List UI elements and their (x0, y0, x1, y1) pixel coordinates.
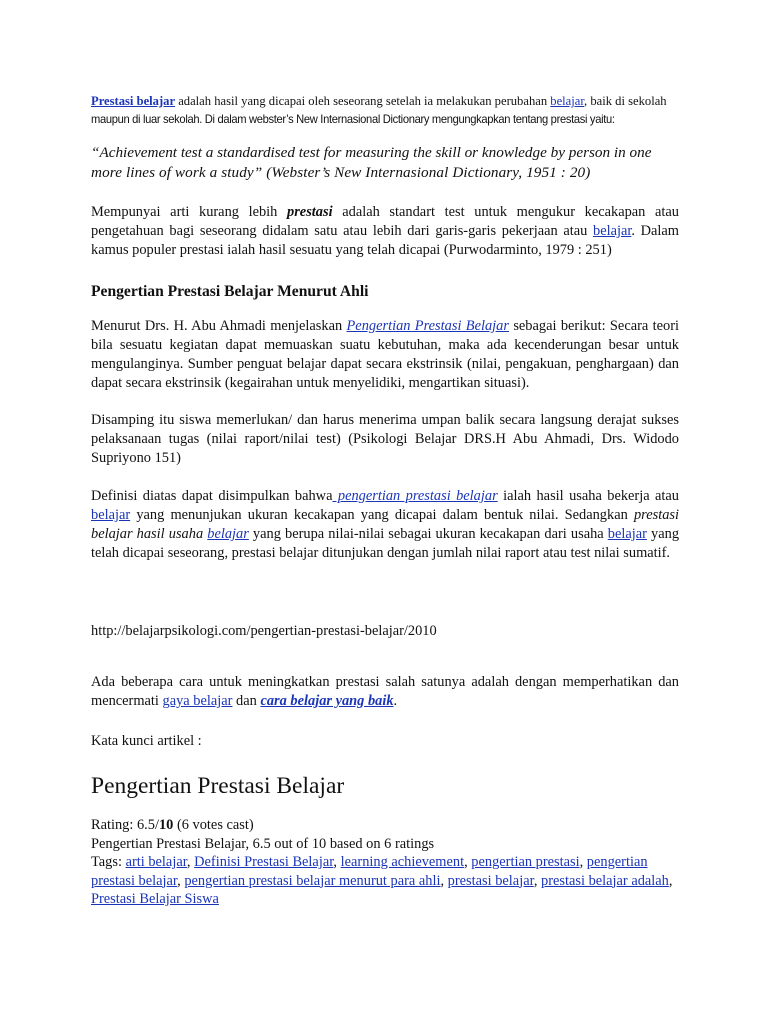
intro-text-2: , baik di sekolah (584, 94, 667, 108)
tag-link[interactable]: learning achievement (340, 854, 465, 870)
tags-block: Tags: arti belajar, Definisi Prestasi Belajar, learning achievement, pengertian prestasi, pengertian prestasi belajar, pengertian prestasi belajar menurut para ahli, prestasi belajar, prestasi belajar adalah, Prestasi Belajar Siswa (91, 854, 673, 907)
link-pengertian-prestasi-belajar[interactable]: Pengertian Prestasi Belajar (346, 318, 509, 334)
arti-text-1: Mempunyai arti kurang lebih (91, 204, 288, 220)
link-cara-belajar-yang-baik[interactable]: cara belajar yang baik (260, 693, 394, 709)
definisi-text-5: yang telah dicapai seseorang, prestasi belajar ditunjukan dengan jumlah nilai raport atau test nilai sumatif. (91, 526, 680, 561)
ada-text-3: . (393, 693, 398, 709)
arti-text-2: adalah standart test untuk mengukur kecakapan atau pengetahuan bagi seseorang didalam satu atau lebih dari garis-garis pekerjaan atau (91, 204, 679, 239)
arti-text-3: . Dalam kamus populer prestasi ialah hasil sesuatu yang telah dicapai (Purwodarminto, 1979 : 251) (91, 223, 679, 258)
definisi-text-3: yang menunjukan ukuran kecakapan yang dicapai dalam bentuk nilai. Sedangkan (130, 507, 634, 523)
definisi-text-2: ialah hasil usaha bekerja atau (497, 488, 679, 504)
paragraph-definisi (91, 487, 679, 563)
link-belajar-definisi-2[interactable]: belajar (207, 526, 249, 542)
tag-link[interactable]: arti belajar (125, 854, 187, 870)
subheading-menurut-ahli: Pengertian Prestasi Belajar Menurut Ahli (91, 283, 369, 300)
intro-text-1: adalah hasil yang dicapai oleh seseorang setelah ia melakukan perubahan (175, 94, 551, 108)
rating-max: 10 (158, 817, 174, 833)
link-prestasi-belajar[interactable]: Prestasi belajar (91, 94, 176, 108)
paragraph-ada-beberapa (91, 673, 679, 711)
paragraph-arti (91, 203, 679, 260)
rating-prefix: Rating: 6.5/ (91, 817, 159, 833)
link-belajar-definisi-1[interactable]: belajar (91, 507, 131, 523)
intro-line-2: maupun di luar sekolah. Di dalam webster’s New Internasional Dictionary mengungkapkan tentang prestasi yaitu: (91, 112, 615, 126)
ada-text-2: dan (232, 693, 261, 709)
source-url: http://belajarpsikologi.com/pengertian-prestasi-belajar/2010 (91, 623, 437, 639)
rating-block (91, 816, 679, 853)
webster-quote (91, 143, 679, 183)
tag-link[interactable]: pengertian prestasi (471, 854, 580, 870)
tag-link[interactable]: Prestasi Belajar Siswa (91, 891, 219, 907)
article-title: Pengertian Prestasi Belajar (91, 773, 345, 799)
ahmadi-text-2: sebagai berikut: Secara teori bila sesuatu kegiatan dapat memuaskan suatu kebutuhan, maka ada kecenderungan besar untuk mengulanginya. Sumber penguat belajar dapat secara ekstrinsik (nilai, pengakuan, penghargaan) dan dapat secara ekstrinsik (kegairahan untuk menyelidiki, mengartikan situasi). (91, 318, 679, 391)
definisi-text-1: Definisi diatas dapat disimpulkan bahwa (91, 488, 333, 504)
tag-link[interactable]: pengertian prestasi belajar menurut para ahli (184, 872, 441, 889)
tag-link[interactable]: prestasi belajar adalah (541, 872, 669, 889)
quote-line-1: “Achievement test a standardised test for measuring the skill or knowledge by person in one (91, 144, 652, 161)
tag-link[interactable]: prestasi belajar (447, 872, 534, 889)
tags-label: Tags: (91, 854, 126, 870)
rating-suffix: (6 votes cast) (173, 817, 254, 833)
arti-bold-prestasi: prestasi (287, 204, 333, 220)
link-gaya-belajar[interactable]: gaya belajar (162, 693, 233, 709)
paragraph-ahmadi (91, 317, 679, 393)
definisi-text-4: yang berupa nilai-nilai sebagai ukuran kecakapan dari usaha (248, 526, 608, 542)
intro-paragraph (91, 92, 679, 128)
tag-link[interactable]: Definisi Prestasi Belajar (194, 854, 334, 870)
rating-summary: Pengertian Prestasi Belajar, 6.5 out of 10 based on 6 ratings (91, 835, 435, 852)
link-belajar-arti[interactable]: belajar (593, 223, 632, 239)
ahmadi-text-1: Menurut Drs. H. Abu Ahmadi menjelaskan (91, 318, 347, 334)
link-pengertian-prestasi-belajar-2[interactable]: pengertian prestasi belajar (332, 488, 498, 504)
paragraph-disamping: Disamping itu siswa memerlukan/ dan harus menerima umpan balik secara langsung derajat sukses pelaksanaan tugas (nilai raport/nilai test) (Psikologi Belajar DRS.H Abu Ahmadi, Drs. Widodo Supriyono 151) (91, 412, 679, 466)
link-belajar-intro[interactable]: belajar (550, 94, 585, 108)
link-belajar-definisi-3[interactable]: belajar (607, 526, 647, 542)
quote-line-2: more lines of work a study” (Webster’s New Internasional Dictionary, 1951 : 20) (91, 164, 591, 181)
ada-text-1: Ada beberapa cara untuk meningkatkan prestasi salah satunya adalah dengan memperhatikan dan mencermati (91, 674, 679, 709)
tag-link[interactable]: pengertian prestasi belajar (91, 854, 648, 889)
kata-kunci-label: Kata kunci artikel : (91, 733, 202, 749)
definisi-italic: prestasi belajar hasil usaha (91, 507, 679, 542)
